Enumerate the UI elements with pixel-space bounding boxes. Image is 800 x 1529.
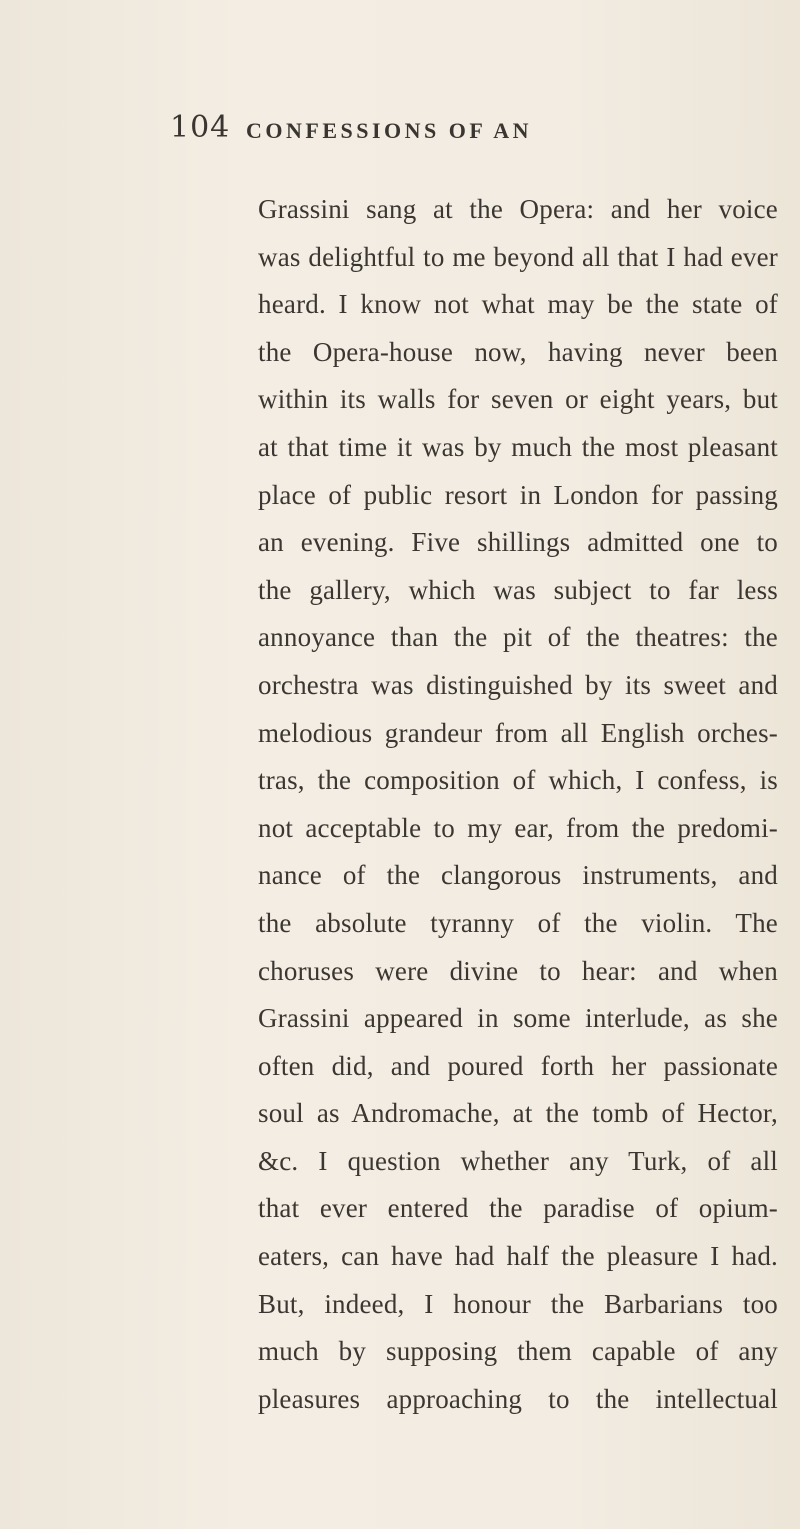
- text-line: Grassini sang at the Opera: and her voice: [258, 194, 778, 224]
- text-line: place of public resort in London for passing: [258, 479, 778, 510]
- running-head: CONFESSIONS OF AN: [246, 118, 533, 143]
- text-line: within its walls for seven or eight years, but: [258, 384, 778, 415]
- text-line: that ever entered the paradise of opium-: [258, 1193, 778, 1224]
- text-line: often did, and poured forth her passionate: [258, 1050, 778, 1081]
- text-line: an evening. Five shillings admitted one to: [258, 527, 778, 558]
- page-header: [0, 108, 800, 158]
- text-line: orchestra was distinguished by its sweet and: [258, 669, 778, 700]
- text-line: annoyance than the pit of the theatres: the: [258, 622, 778, 653]
- text-line: Grassini appeared in some interlude, as she: [258, 1003, 778, 1034]
- text-line: &c. I question whether any Turk, of all: [258, 1145, 778, 1176]
- body-text: [258, 186, 778, 1423]
- text-line: the gallery, which was subject to far less: [258, 574, 778, 605]
- text-line: heard. I know not what may be the state of: [258, 289, 778, 320]
- text-line: nance of the clangorous instruments, and: [258, 860, 778, 891]
- text-line: the Opera-house now, having never been: [258, 336, 778, 367]
- text-line: tras, the composition of which, I confess, is: [258, 765, 778, 796]
- text-line: choruses were divine to hear: and when: [258, 955, 778, 986]
- page-number: 104: [170, 110, 231, 145]
- text-line: melodious grandeur from all English orches-: [258, 717, 778, 748]
- text-line: eaters, can have had half the pleasure I had.: [258, 1241, 778, 1272]
- text-line: was delightful to me beyond all that I had ever: [258, 241, 778, 272]
- text-line: pleasures approaching to the intellectual: [258, 1383, 778, 1414]
- text-line: much by supposing them capable of any: [258, 1336, 778, 1367]
- text-line: not acceptable to my ear, from the predomi-: [258, 812, 778, 843]
- text-line: at that time it was by much the most pleasant: [258, 431, 778, 462]
- text-line: But, indeed, I honour the Barbarians too: [258, 1288, 778, 1319]
- text-line: the absolute tyranny of the violin. The: [258, 907, 778, 938]
- text-line: soul as Andromache, at the tomb of Hector,: [258, 1098, 778, 1129]
